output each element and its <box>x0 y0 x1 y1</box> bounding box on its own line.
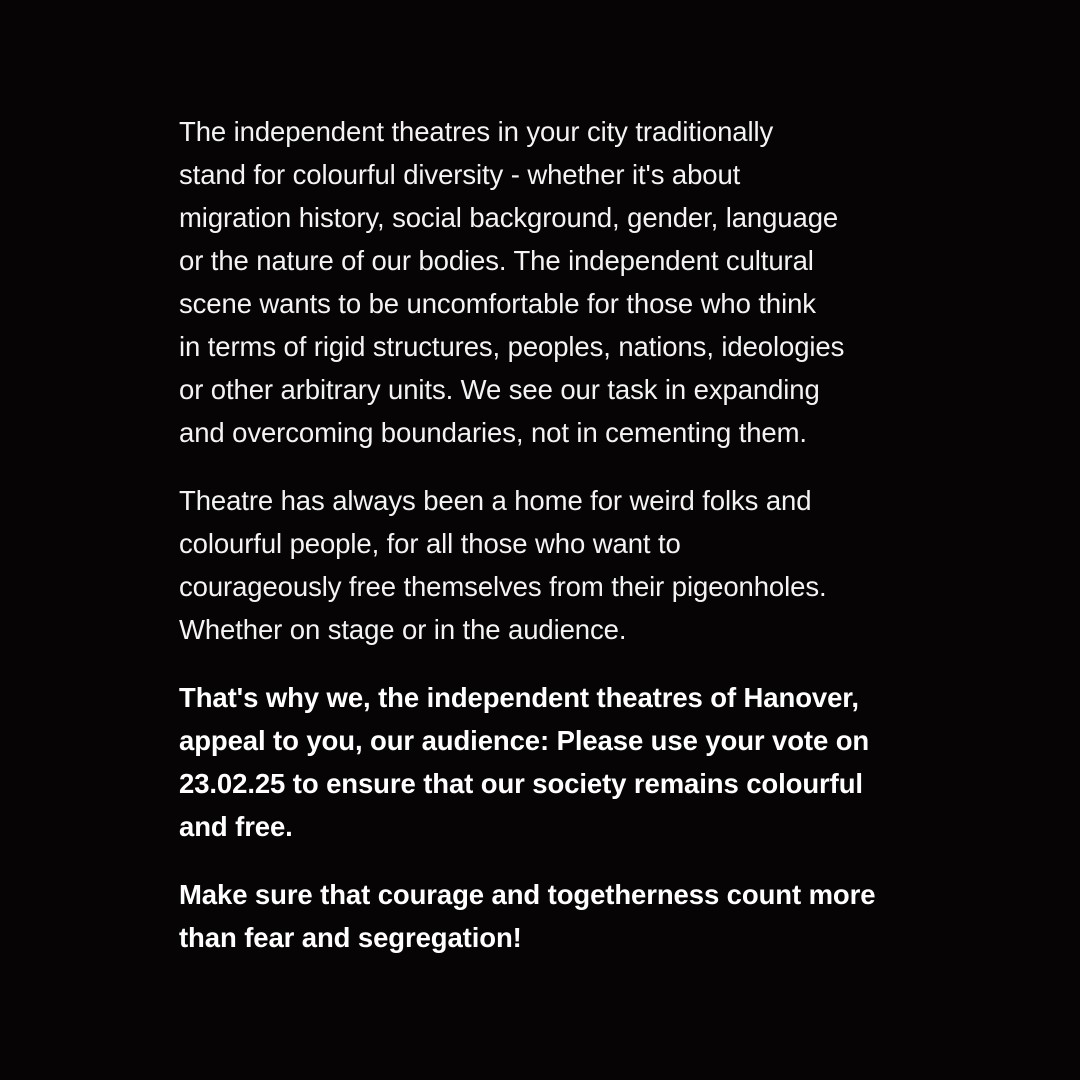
text-line: Whether on stage or in the audience. <box>179 614 627 645</box>
text-line: courageously free themselves from their pigeonholes. <box>179 571 827 602</box>
paragraph-theatre-home <box>179 479 919 651</box>
text-line: That's why we, the independent theatres of Hanover, <box>179 682 859 713</box>
statement-text <box>179 110 919 959</box>
text-line: appeal to you, our audience: Please use your vote on <box>179 725 870 756</box>
text-line: Theatre has always been a home for weird folks and <box>179 485 812 516</box>
text-line: than fear and segregation! <box>179 922 522 953</box>
text-line: and free. <box>179 811 293 842</box>
paragraph-closing <box>179 873 919 959</box>
text-line: colourful people, for all those who want to <box>179 528 681 559</box>
text-line: Make sure that courage and togetherness count more <box>179 879 876 910</box>
text-line: The independent theatres in your city traditionally <box>179 116 774 147</box>
text-line: and overcoming boundaries, not in cementing them. <box>179 417 807 448</box>
text-line: or other arbitrary units. We see our task in expanding <box>179 374 820 405</box>
text-line: stand for colourful diversity - whether it's about <box>179 159 741 190</box>
text-line: migration history, social background, gender, language <box>179 202 839 233</box>
text-line: scene wants to be uncomfortable for those who think <box>179 288 816 319</box>
paragraph-diversity <box>179 110 919 454</box>
text-line: or the nature of our bodies. The independent cultural <box>179 245 814 276</box>
text-line: in terms of rigid structures, peoples, nations, ideologies <box>179 331 845 362</box>
text-line: 23.02.25 to ensure that our society remains colourful <box>179 768 863 799</box>
paragraph-appeal <box>179 676 919 848</box>
